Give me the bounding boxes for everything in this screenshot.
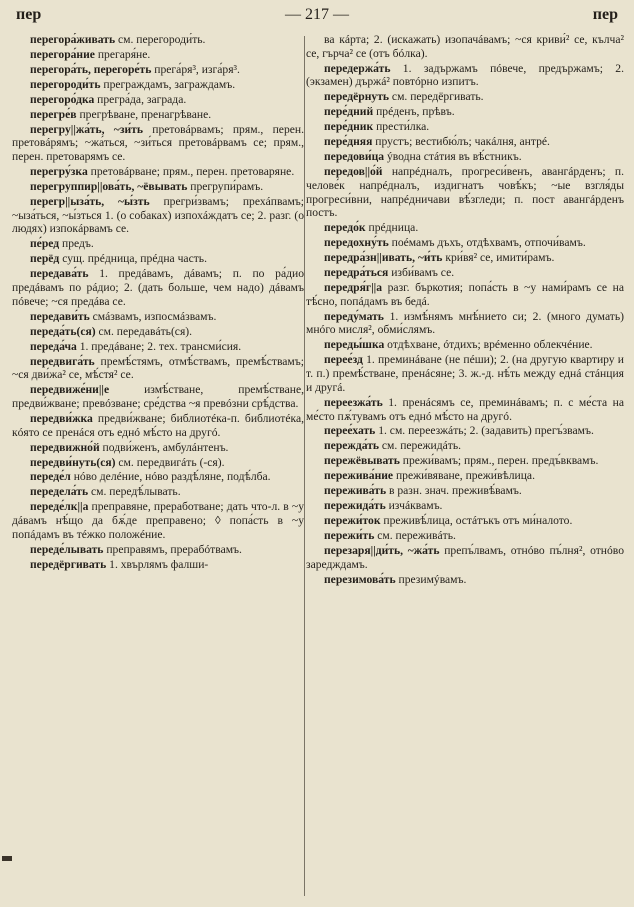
entry-definition: изчáквамъ.: [385, 499, 443, 513]
entry-definition: прéдница.: [365, 221, 419, 235]
entry-headword: пере́дняя: [324, 135, 373, 149]
running-head: [12, 6, 622, 28]
dictionary-entry: [12, 355, 304, 383]
entry-headword: пере́дник: [324, 120, 374, 134]
dictionary-entry: [12, 195, 304, 236]
entry-headword: передержа́ть: [324, 61, 391, 75]
dictionary-entry: [306, 236, 624, 250]
entry-headword: перее́хать: [324, 424, 376, 438]
entry-definition: 1. измѣ́нямъ мнѣ́нието си; 2. (много думать) мнóго мисля², обми́слямъ.: [306, 309, 624, 337]
entry-definition: предви́жване; библиотéка-п. библиотéка, кóято се пренáся отъ еднó мѣ́сто на другó.: [12, 411, 304, 439]
entry-headword: переда́ча: [30, 339, 77, 353]
entry-definition: см. передёргивать.: [389, 90, 484, 104]
dictionary-entry: [306, 33, 624, 61]
dictionary-entry: [12, 48, 304, 62]
entry-definition: преграждамъ, заграждамъ.: [100, 77, 236, 91]
entry-definition: см. передавáть(ся).: [95, 324, 193, 338]
entry-definition: прустъ; вестибю́лъ; чакáлня, антрé.: [372, 135, 550, 149]
entry-headword: пережёвывать: [324, 454, 400, 468]
entry-definition: см. перегороди́ть.: [115, 33, 206, 46]
entry-definition: отдѣхване, óтдихъ; врéменно облекчéние.: [384, 338, 593, 352]
dictionary-entry: [306, 165, 624, 220]
entry-definition: преправямъ, прерабóтвамъ.: [103, 542, 242, 556]
entry-headword: пережда́ть: [324, 439, 380, 453]
entry-headword: пережива́ние: [324, 469, 394, 483]
dictionary-entry: [12, 63, 304, 77]
entry-definition: напрéдналъ, прогреси́венъ, авангáрденъ; п. челове́к напрéдналъ, издигнатъ човѣ́къ; ~ые взгля́ды прогреси́вни, напрéдничави вѣ́згледи; п. пост авангáрденъ постъ.: [306, 165, 624, 220]
entry-headword: перезаря||ди́ть, ~жа́ть: [324, 543, 440, 557]
dictionary-entry: [12, 543, 304, 557]
entry-definition: прегрупи́рамъ.: [187, 180, 264, 193]
dictionary-entry: [12, 267, 304, 308]
entry-definition: претовáрвамъ; прям., перен. претовáрямъ; ~жа́ться, ~зи́ться претовáрвамъ се; прям., перен. претоварямъ се.: [12, 122, 304, 164]
entry-headword: перегора́ние: [30, 47, 95, 61]
entry-definition: прежи́вамъ; прям., перен. предъ́вквамъ.: [399, 454, 599, 468]
entry-headword: перегороди́ть: [30, 77, 101, 91]
dictionary-entry: [306, 499, 624, 513]
entry-definition: прегрѣване, пренагрѣване.: [76, 107, 212, 121]
header-left-guide: пер: [16, 6, 42, 23]
dictionary-entry: [306, 281, 624, 309]
entry-definition: нóво делéние, нóво раздѣ́ляне, подѣ́лба.: [70, 470, 271, 484]
entry-headword: перегора́живать: [30, 33, 116, 46]
entry-headword: перее́зд: [324, 353, 363, 367]
entry-definition: см. передѣ́лывать.: [88, 485, 181, 499]
entry-definition: прегри́звамъ; прехáпвамъ; ~ыза́ться, ~ы́зться 1. (о собаках) изпохáждатъ се; 2. разг. (о людях) изпокáрвамъ се.: [12, 194, 304, 236]
dictionary-entry: [12, 325, 304, 339]
entry-definition: подви́женъ, амбулáнтенъ.: [99, 440, 229, 454]
entry-headword: перегруппир||ова́ть, ~ёвывать: [30, 180, 188, 193]
entry-definition: 1. преминáване (не пéши); 2. (на другую квартиру и т. п.) премѣ́стване, пренáсяне; 3. ж.-д. нѣ́ть между еднá стáнция и другá.: [306, 353, 624, 394]
entry-definition: измѣ́стване, премѣ́стване, предви́жване; превóзване; сре́дства ~я превóзни срѣ́дства.: [12, 383, 304, 410]
dictionary-entry: [306, 266, 624, 280]
dictionary-entry: [306, 544, 624, 572]
entry-headword: переды́шка: [324, 338, 385, 352]
entry-definition: ва кáрта; 2. (искажать) изопачáвамъ; ~ся криви́² се, кълча² се, гърча² се (отъ бóлка).: [306, 33, 624, 60]
entry-headword: перегр||ыза́ть, ~ы́зть: [30, 194, 150, 208]
dictionary-entry: [306, 251, 624, 265]
dictionary-entry: [306, 454, 624, 468]
entry-headword: передо́к: [324, 221, 366, 235]
entry-headword: пережи́ть: [324, 529, 375, 542]
left-column: [12, 33, 304, 893]
entry-definition: 1. хвърлямъ фалши-: [106, 557, 209, 571]
dictionary-entry: [306, 439, 624, 453]
dictionary-entry: [12, 108, 304, 122]
entry-headword: переде́лк||а: [30, 500, 89, 514]
entry-definition: разг. бъркотия; попа́сть в ~у нами́рамъ се на тѣ́сно, попáдамъ въ бедá.: [306, 281, 624, 308]
dictionary-entry: [12, 180, 304, 194]
entry-definition: 1. задържамъ пóвече, предържамъ; 2. (экзамен) държá² повтóрно изпитъ.: [306, 61, 624, 89]
entry-definition: претовáрване; прям., перен. претоваряне.: [87, 165, 295, 179]
dictionary-entry: [306, 135, 624, 149]
entry-headword: передвига́ть: [30, 354, 95, 368]
entry-definition: предъ.: [59, 237, 94, 251]
entry-headword: пережи́ток: [324, 514, 381, 528]
dictionary-entry: [306, 424, 624, 438]
entry-headword: передвижно́й: [30, 440, 100, 454]
entry-headword: переда́ть(ся): [30, 324, 96, 338]
entry-definition: кри́вя² се, имити́рамъ.: [442, 251, 555, 265]
entry-headword: передвиже́ни||е: [30, 383, 110, 397]
entry-headword: переезжа́ть: [324, 395, 383, 409]
dictionary-entry: [12, 340, 304, 354]
entry-definition: изби́вамъ се.: [388, 266, 455, 280]
header-right-guide: пер: [592, 6, 618, 23]
entry-definition: см. переживáть.: [374, 529, 456, 542]
dictionary-entry: [12, 485, 304, 499]
dictionary-entry: [306, 514, 624, 528]
entry-definition: прегаря́нe.: [94, 47, 151, 61]
entry-headword: передови́ца: [324, 150, 385, 164]
dictionary-entry: [306, 573, 624, 587]
dictionary-entry: [12, 165, 304, 179]
entry-headword: пережида́ть: [324, 499, 386, 513]
dictionary-entry: [306, 221, 624, 235]
column-divider: [304, 36, 305, 896]
dictionary-entry: [12, 412, 304, 440]
entry-headword: перёд: [30, 252, 60, 266]
dictionary-entry: [306, 310, 624, 338]
dictionary-entry: [12, 558, 304, 572]
entry-definition: сущ. прéдница, прéдна часть.: [59, 252, 207, 266]
dictionary-entry: [306, 150, 624, 164]
entry-headword: перегру́зка: [30, 165, 88, 179]
entry-definition: прега́ря³, изга́ря³.: [151, 62, 240, 76]
entry-definition: 1. см. переезжáть; 2. (задавить) прегъ́звамъ.: [375, 424, 594, 438]
dictionary-entry: [306, 62, 624, 90]
dictionary-entry: [12, 456, 304, 470]
entry-headword: передёрнуть: [324, 90, 390, 104]
entry-definition: преправяне, преработване; дать что-л. в ~у дáвамъ нѣ́що да бѫ́де преправено; ◊ попа́сть в ~у попáдамъ въ тéжко положéние.: [12, 500, 304, 541]
entry-headword: передава́ть: [30, 267, 89, 281]
right-column: [306, 33, 624, 893]
entry-headword: передави́ть: [30, 309, 90, 323]
entry-headword: перегру||жа́ть, ~зи́ть: [30, 122, 143, 136]
entry-headword: передёргивать: [30, 557, 107, 571]
entry-definition: в разн. знач. преживѣ́вамъ.: [386, 484, 522, 498]
dictionary-entry: [306, 529, 624, 543]
entry-definition: 1. пренáсямъ се, преминáвамъ; п. с ме́ста на ме́сто пѫ́тувамъ отъ еднó мѣ́сто на другó.: [306, 395, 624, 423]
entry-headword: передохну́ть: [324, 236, 389, 250]
dictionary-entry: [12, 123, 304, 164]
entry-headword: перегоро́дка: [30, 92, 95, 106]
entry-headword: пережива́ть: [324, 484, 387, 498]
entry-definition: ýводна стáтия въ вѣ́стникъ.: [384, 150, 522, 164]
dictionary-entry: [306, 120, 624, 134]
entry-headword: переде́л: [30, 470, 71, 484]
entry-headword: перегре́в: [30, 107, 77, 121]
entry-headword: передра́зн||ивать, ~и́ть: [324, 251, 443, 265]
entry-headword: переду́мать: [324, 309, 384, 323]
entry-definition: премѣ́стямъ, отмѣ́ствамъ, премѣ́ствамъ; ~ся дви́жа² се, мѣ́стя² се.: [12, 354, 304, 382]
entry-definition: поéмамъ дъхъ, отдѣхвамъ, отпочи́вамъ.: [388, 236, 586, 250]
page-edge-mark: [2, 856, 12, 861]
entry-headword: переде́лывать: [30, 542, 104, 556]
entry-definition: прéденъ, прѣвъ.: [373, 105, 455, 119]
entry-definition: презимýвамъ.: [395, 572, 467, 586]
entry-definition: прести́лка.: [373, 120, 430, 134]
entry-definition: 1. предáвамъ, дáвамъ; п. по ра́дио предáвамъ по рáдио; 2. (дать больше, чем надо) дáвамъ пóвече; ~ся предáва се.: [12, 267, 304, 308]
dictionary-entry: [12, 33, 304, 47]
entry-headword: перезимова́ть: [324, 572, 396, 586]
dictionary-entry: [12, 500, 304, 541]
dictionary-entry: [12, 383, 304, 411]
page-number: — 217 —: [285, 6, 349, 23]
dictionary-entry: [306, 353, 624, 394]
dictionary-entry: [306, 338, 624, 352]
entry-definition: преживѣ́лица, остáтъкъ отъ ми́налото.: [380, 514, 573, 528]
dictionary-entry: [12, 237, 304, 251]
dictionary-entry: [306, 90, 624, 104]
entry-headword: передов||о́й: [324, 165, 383, 179]
dictionary-entry: [306, 484, 624, 498]
dictionary-entry: [306, 396, 624, 424]
entry-definition: прежи́вяване, прежи́вѣлица.: [393, 469, 535, 483]
entry-definition: см. передвигáть (-ся).: [115, 455, 225, 469]
dictionary-entry: [306, 469, 624, 483]
entry-headword: передря́г||а: [324, 281, 383, 294]
entry-headword: передела́ть: [30, 485, 89, 499]
dictionary-entry: [12, 93, 304, 107]
entry-definition: см. пережидáть.: [379, 439, 461, 453]
entry-definition: прегра́да, заграда.: [94, 92, 187, 106]
dictionary-entry: [12, 252, 304, 266]
dictionary-entry: [12, 310, 304, 324]
entry-headword: перегора́ть, перегоре́ть: [30, 62, 152, 76]
dictionary-entry: [306, 105, 624, 119]
entry-definition: 1. предáване; 2. тех. трансми́сия.: [76, 339, 242, 353]
entry-definition: препъ́лвамъ, отнóво пъ́лня², отнóво заредждамъ.: [306, 543, 624, 571]
entry-headword: пе́ред: [30, 237, 60, 251]
entry-headword: пере́дний: [324, 105, 374, 119]
entry-definition: смáзвамъ, изпосмáзвамъ.: [89, 309, 217, 323]
dictionary-entry: [12, 441, 304, 455]
dictionary-entry: [12, 78, 304, 92]
entry-headword: передра́ться: [324, 266, 389, 280]
entry-headword: передви́жка: [30, 411, 93, 425]
entry-headword: передви́нуть(ся): [30, 455, 116, 469]
dictionary-entry: [12, 470, 304, 484]
